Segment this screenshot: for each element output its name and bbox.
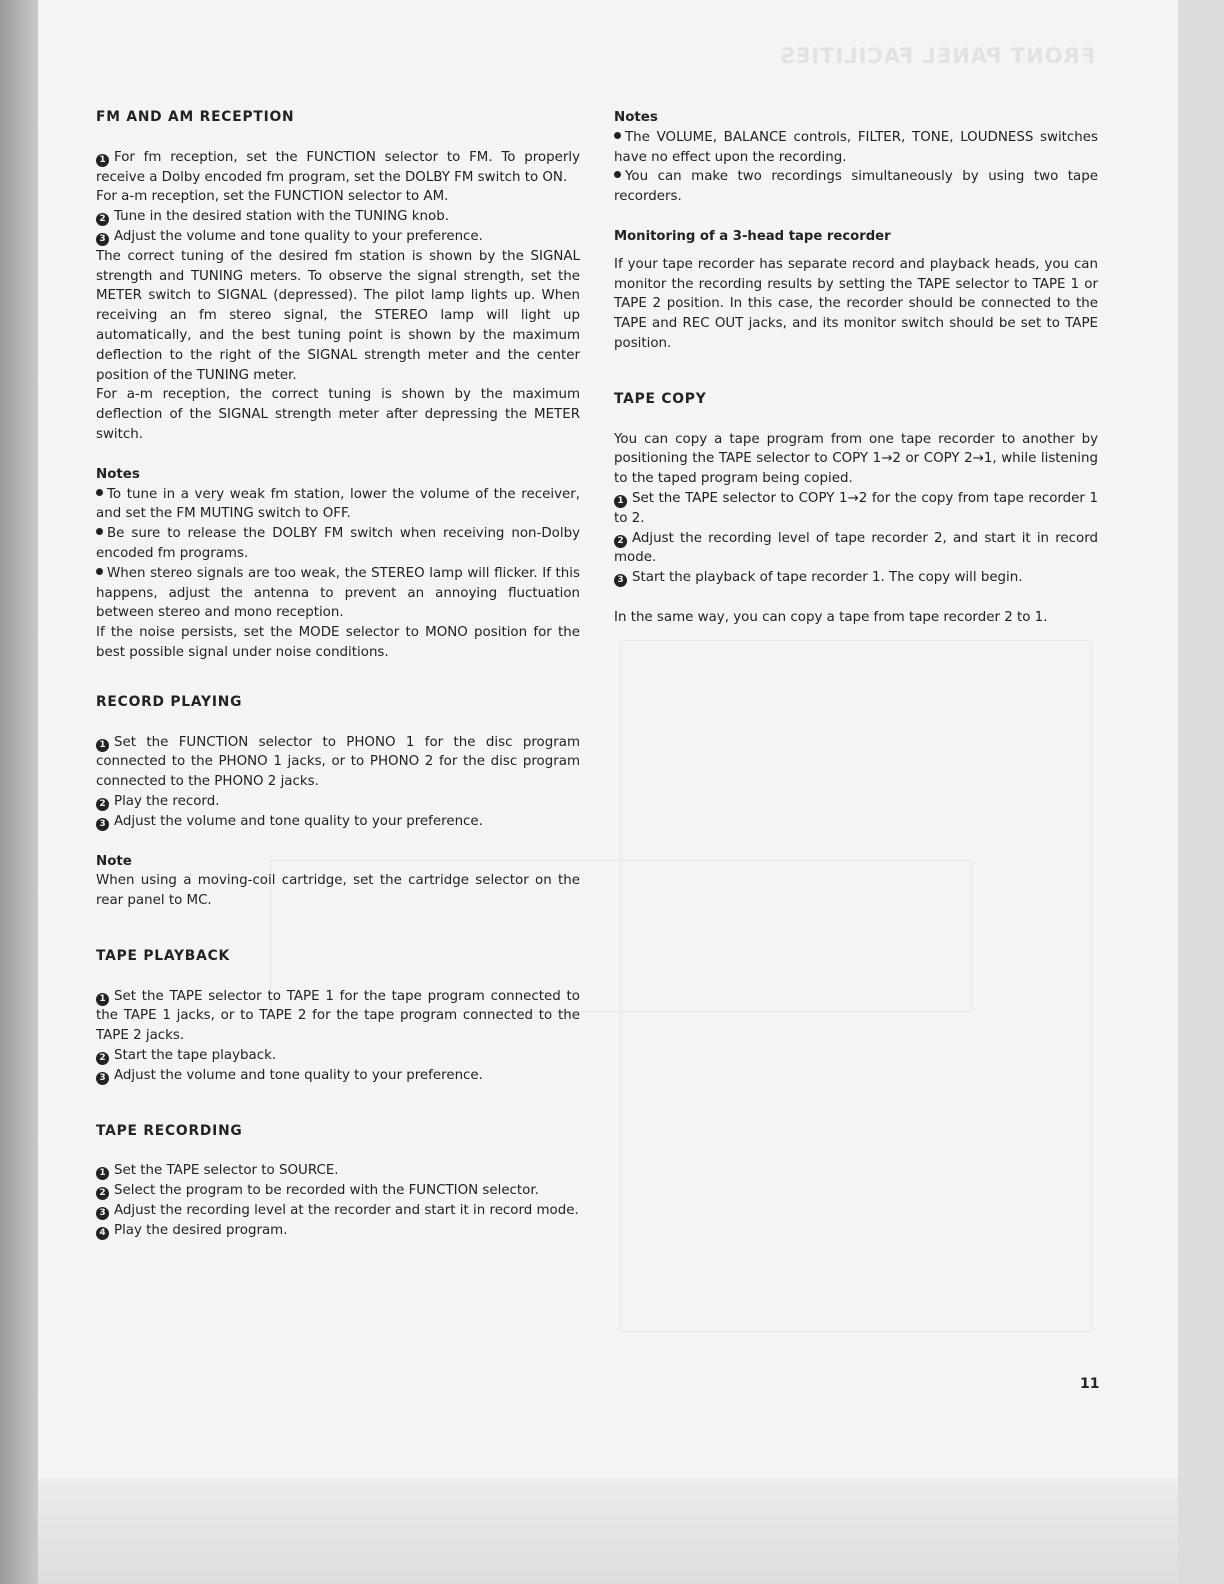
recording-step-3-text: Adjust the recording level at the recorder and start it in record mode. bbox=[114, 1203, 579, 1219]
step-2-icon: 2 bbox=[614, 535, 627, 548]
recording-step-4 bbox=[96, 1221, 580, 1241]
recording-step-4-text: Play the desired program. bbox=[114, 1222, 288, 1238]
fm-am-step-2 bbox=[96, 207, 580, 227]
step-2-icon: 2 bbox=[96, 1052, 109, 1065]
playback-step-3 bbox=[96, 1066, 580, 1086]
fm-am-note-2-text: Be sure to release the DOLBY FM switch when receiving non-Dolby encoded fm programs. bbox=[96, 526, 580, 561]
fm-am-note-4: If the noise persists, set the MODE selector to MONO position for the best possible signal under noise conditions. bbox=[96, 625, 580, 660]
step-1-icon: 1 bbox=[96, 739, 109, 752]
recording-step-1-text: Set the TAPE selector to SOURCE. bbox=[114, 1163, 339, 1179]
fm-am-step-1-text: For fm reception, set the FUNCTION selector to FM. To properly receive a Dolby encoded fm program, set the DOLBY FM switch to ON. bbox=[96, 149, 580, 185]
monitoring-text: If your tape recorder has separate record and playback heads, you can monitor the recording results by setting the TAPE selector to TAPE 1 or TAPE 2 position. In this case, the recorder should be connected to the TAPE and REC OUT jacks, and its monitor switch should be set to TAPE position. bbox=[614, 256, 1098, 351]
bullet-icon bbox=[614, 132, 621, 139]
step-1-icon: 1 bbox=[614, 495, 627, 508]
playback-step-2 bbox=[96, 1046, 580, 1066]
section-title-tape-copy: TAPE COPY bbox=[614, 390, 707, 407]
recording-note-1-text: The VOLUME, BALANCE controls, FILTER, TONE, LOUDNESS switches have no effect upon the recording. bbox=[614, 129, 1098, 165]
step-3-icon: 3 bbox=[96, 233, 109, 246]
step-3-icon: 3 bbox=[614, 574, 627, 587]
recording-notes-title: Notes bbox=[614, 110, 658, 125]
record-step-3-text: Adjust the volume and tone quality to your preference. bbox=[114, 813, 483, 829]
fm-am-step-2-text: Tune in the desired station with the TUNING knob. bbox=[114, 209, 449, 225]
copy-step-2 bbox=[614, 529, 1098, 569]
fm-am-am-text: For a-m reception, set the FUNCTION selector to AM. bbox=[96, 189, 449, 205]
record-step-2-text: Play the record. bbox=[114, 793, 220, 809]
bullet-icon bbox=[96, 528, 103, 535]
recording-note-2 bbox=[614, 167, 1098, 207]
left-column bbox=[96, 108, 580, 1241]
record-step-3 bbox=[96, 812, 580, 832]
copy-step-2-text: Adjust the recording level of tape recorder 2, and start it in record mode. bbox=[614, 530, 1098, 566]
page-bottom-shade bbox=[38, 1478, 1178, 1584]
playback-step-3-text: Adjust the volume and tone quality to your preference. bbox=[114, 1067, 483, 1083]
bleed-through-title: FRONT PANEL FACILITIES bbox=[778, 44, 1095, 68]
fm-am-note-2 bbox=[96, 524, 580, 564]
bullet-icon bbox=[614, 171, 621, 178]
section-title-fm-am: FM AND AM RECEPTION bbox=[96, 109, 295, 125]
page-number: 11 bbox=[1080, 1376, 1100, 1392]
step-3-icon: 3 bbox=[96, 1072, 109, 1085]
step-4-icon: 4 bbox=[96, 1227, 109, 1240]
recording-step-3 bbox=[96, 1201, 580, 1221]
playback-step-2-text: Start the tape playback. bbox=[114, 1048, 277, 1064]
record-note-title: Note bbox=[96, 853, 132, 869]
copy-step-1-text: Set the TAPE selector to COPY 1→2 for the copy from tape recorder 1 to 2. bbox=[614, 490, 1098, 526]
step-1-icon: 1 bbox=[96, 993, 109, 1006]
record-step-2 bbox=[96, 792, 580, 812]
section-title-record-playing: RECORD PLAYING bbox=[96, 693, 243, 710]
playback-step-1-text: Set the TAPE selector to TAPE 1 for the tape program connected to the TAPE 1 jacks, or to TAPE 2 for the tape program connected to the TAPE 2 jacks. bbox=[96, 988, 580, 1044]
fm-am-note-1 bbox=[96, 485, 580, 525]
step-2-icon: 2 bbox=[96, 798, 109, 811]
right-column bbox=[614, 108, 1098, 628]
step-2-icon: 2 bbox=[96, 1187, 109, 1200]
fm-am-step-1 bbox=[96, 148, 580, 188]
section-title-tape-playback: TAPE PLAYBACK bbox=[96, 947, 231, 964]
playback-step-1 bbox=[96, 987, 580, 1046]
fm-am-note-3 bbox=[96, 564, 580, 623]
recording-step-2-text: Select the program to be recorded with the FUNCTION selector. bbox=[114, 1183, 539, 1199]
copy-intro: You can copy a tape program from one tape recorder to another by positioning the TAPE selector to COPY 1→2 or COPY 2→1, while listening to the taped program being copied. bbox=[614, 431, 1098, 487]
recording-step-1 bbox=[96, 1161, 580, 1181]
step-1-icon: 1 bbox=[96, 154, 109, 167]
recording-note-2-text: You can make two recordings simultaneously by using two tape recorders. bbox=[614, 169, 1098, 205]
copy-outro: In the same way, you can copy a tape from tape recorder 2 to 1. bbox=[614, 609, 1048, 625]
copy-step-1 bbox=[614, 489, 1098, 529]
scan-binding-edge bbox=[0, 0, 38, 1584]
step-1-icon: 1 bbox=[96, 1167, 109, 1180]
fm-am-am-tuning-text: For a-m reception, the correct tuning is shown by the maximum deflection of the SIGNAL strength meter after depressing the METER switch. bbox=[96, 387, 580, 442]
section-title-tape-recording: TAPE RECORDING bbox=[96, 1122, 243, 1139]
bullet-icon bbox=[96, 489, 103, 496]
fm-am-note-3-text: When stereo signals are too weak, the STEREO lamp will flicker. If this happens, adjust the antenna to prevent an annoying fluctuation between stereo and mono reception. bbox=[96, 565, 580, 621]
record-note: When using a moving-coil cartridge, set the cartridge selector on the rear panel to MC. bbox=[96, 873, 580, 909]
step-3-icon: 3 bbox=[96, 818, 109, 831]
record-step-1-text: Set the FUNCTION selector to PHONO 1 for the disc program connected to the PHONO 1 jacks, or to PHONO 2 for the disc program connected to the PHONO 2 jacks. bbox=[96, 734, 580, 790]
recording-step-2 bbox=[96, 1181, 580, 1201]
recording-note-1 bbox=[614, 128, 1098, 168]
monitoring-title: Monitoring of a 3-head tape recorder bbox=[614, 228, 891, 244]
fm-am-tuning-text: The correct tuning of the desired fm station is shown by the SIGNAL strength and TUNING meters. To observe the signal strength, set the METER switch to SIGNAL (depressed). The pilot lamp lights up. When receiving an fm stereo signal, the STEREO lamp will light up automatically, and the best tuning point is shown by the maximum deflection to the right of the SIGNAL strength meter and the center position of the TUNING meter. bbox=[96, 248, 580, 383]
fm-am-step-3 bbox=[96, 227, 580, 247]
step-3-icon: 3 bbox=[96, 1207, 109, 1220]
copy-step-3 bbox=[614, 568, 1098, 588]
step-2-icon: 2 bbox=[96, 213, 109, 226]
fm-am-step-3-text: Adjust the volume and tone quality to your preference. bbox=[114, 228, 483, 244]
fm-am-notes-title: Notes bbox=[96, 466, 140, 482]
record-step-1 bbox=[96, 733, 580, 792]
bullet-icon bbox=[96, 568, 103, 575]
copy-step-3-text: Start the playback of tape recorder 1. The copy will begin. bbox=[632, 570, 1023, 586]
fm-am-note-1-text: To tune in a very weak fm station, lower the volume of the receiver, and set the FM MUTING switch to OFF. bbox=[96, 486, 580, 522]
